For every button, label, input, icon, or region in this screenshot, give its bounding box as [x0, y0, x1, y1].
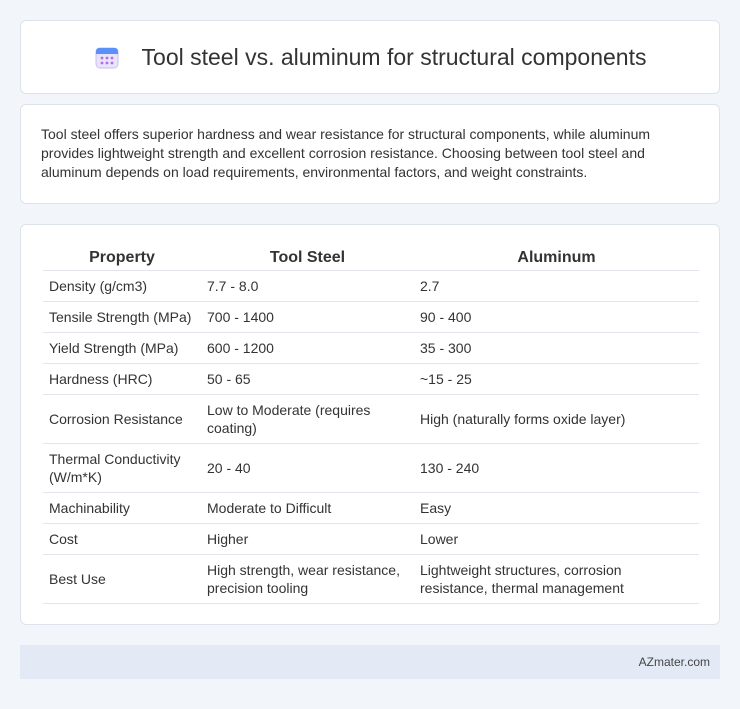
column-header-property: Property: [43, 247, 201, 271]
aluminum-cell: 35 - 300: [414, 333, 699, 364]
tool-steel-cell: 50 - 65: [201, 364, 414, 395]
property-cell: Yield Strength (MPa): [43, 333, 201, 364]
table-row: [43, 444, 699, 493]
tool-steel-cell: 20 - 40: [201, 444, 414, 493]
property-cell: Machinability: [43, 493, 201, 524]
tool-steel-cell: High strength, wear resistance, precision tooling: [201, 555, 414, 604]
table-row: [43, 493, 699, 524]
aluminum-cell: 2.7: [414, 271, 699, 302]
table-row: [43, 524, 699, 555]
aluminum-cell: Easy: [414, 493, 699, 524]
property-cell: Density (g/cm3): [43, 271, 201, 302]
property-cell: Hardness (HRC): [43, 364, 201, 395]
summary-card: [20, 104, 720, 204]
aluminum-cell: Lightweight structures, corrosion resistance, thermal management: [414, 555, 699, 604]
table-row: [43, 271, 699, 302]
aluminum-cell: High (naturally forms oxide layer): [414, 395, 699, 444]
aluminum-cell: ~15 - 25: [414, 364, 699, 395]
property-cell: Cost: [43, 524, 201, 555]
column-header-tool-steel: Tool Steel: [201, 247, 414, 271]
property-cell: Best Use: [43, 555, 201, 604]
table-header-row: [43, 247, 699, 271]
title-card: [20, 20, 720, 94]
tool-steel-cell: 700 - 1400: [201, 302, 414, 333]
aluminum-cell: Lower: [414, 524, 699, 555]
comparison-table: [43, 247, 699, 604]
footer: [20, 645, 720, 679]
comparison-table-card: [20, 224, 720, 625]
tool-steel-cell: 7.7 - 8.0: [201, 271, 414, 302]
table-row: [43, 333, 699, 364]
table-row: [43, 364, 699, 395]
column-header-aluminum: Aluminum: [414, 247, 699, 271]
calendar-icon: [94, 44, 120, 70]
property-cell: Thermal Conductivity (W/m*K): [43, 444, 201, 493]
property-cell: Corrosion Resistance: [43, 395, 201, 444]
table-row: [43, 302, 699, 333]
summary-text: Tool steel offers superior hardness and wear resistance for structural components, while aluminum provides lightweight strength and excellent corrosion resistance. Choosing between tool steel and aluminum depends on load requirements, environmental factors, and weight constraints.: [41, 126, 651, 180]
aluminum-cell: 90 - 400: [414, 302, 699, 333]
tool-steel-cell: 600 - 1200: [201, 333, 414, 364]
tool-steel-cell: Higher: [201, 524, 414, 555]
aluminum-cell: 130 - 240: [414, 444, 699, 493]
table-row: [43, 395, 699, 444]
page-title: Tool steel vs. aluminum for structural components: [141, 43, 647, 70]
tool-steel-cell: Low to Moderate (requires coating): [201, 395, 414, 444]
footer-brand: AZmater.com: [638, 655, 710, 669]
property-cell: Tensile Strength (MPa): [43, 302, 201, 333]
table-row: [43, 555, 699, 604]
tool-steel-cell: Moderate to Difficult: [201, 493, 414, 524]
